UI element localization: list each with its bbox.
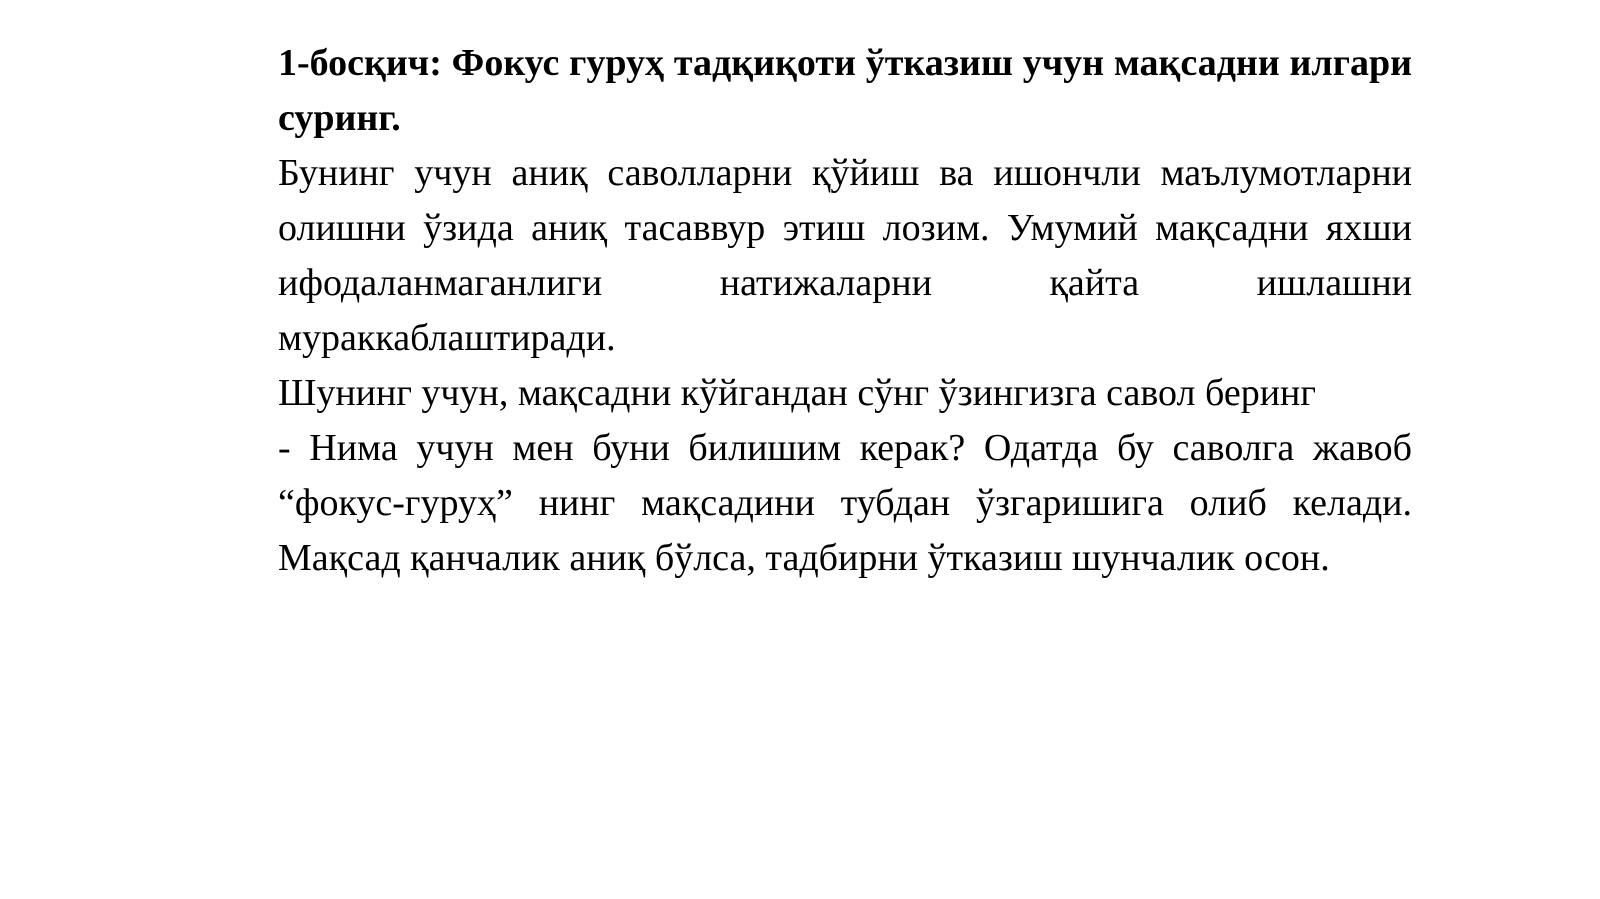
paragraph-ask-question: Шунинг учун, мақсадни кўйгандан сўнг ўзингизга савол беринг [278, 372, 1316, 414]
paragraph-why-question: - Нима учун мен буни билишим керак? Одатда бу саволга жавоб “фокус-гуруҳ” нинг мақсадини тубдан ўзгаришига олиб келади. Мақсад қанчалик аниқ бўлса, тадбирни ўтказиш шунчалик осон. [278, 427, 1412, 579]
paragraph-purpose: Бунинг учун аниқ саволларни қўйиш ва ишончли маълумотларни олишни ўзида аниқ тасаввур этиш лозим. Умумий мақсадни яхши ифодаланмаганлиги натижаларни қайта ишлашни мураккаблаштиради. [278, 152, 1412, 359]
slide-text-block [278, 36, 1412, 586]
step-heading: 1-босқич: Фокус гуруҳ тадқиқоти ўтказиш учун мақсадни илгари суринг. [278, 42, 1412, 139]
